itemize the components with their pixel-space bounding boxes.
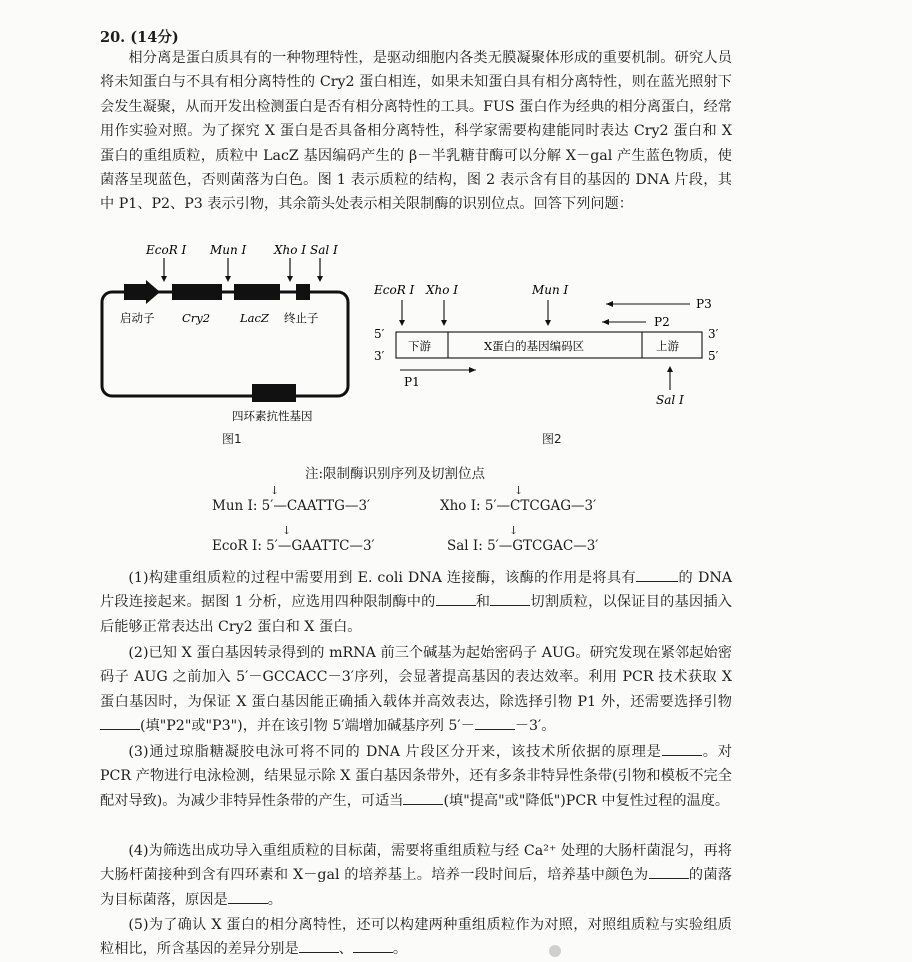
- question-number: 20. (14分): [100, 29, 179, 46]
- terminator-block: [296, 284, 310, 300]
- cry2-gene-block: [172, 284, 222, 300]
- muni-site-arrow-icon: [225, 276, 231, 282]
- fig2-site-sali: Sal I: [656, 393, 684, 407]
- question-1: (1)构建重组质粒的过程中需要用到 E. coli DNA 连接酶，该酶的作用是将具有 的 DNA 片段连接起来。据图 1 分析，应选用四种限制酶中的 和 切割质粒，以保证目的基因插入后能够正常表达出 Cry2 蛋白和 X 蛋白。: [100, 566, 732, 639]
- fig2-primer-p3: P3: [696, 297, 712, 311]
- fig1-site-ecori: EcoR I: [146, 243, 187, 257]
- enzyme-eco-text: EcoR I: 5′—GAATTC—3′: [212, 538, 375, 554]
- q1-blank-1[interactable]: [636, 567, 678, 582]
- q1-blank-3[interactable]: [490, 591, 530, 606]
- fig1-site-sali: Sal I: [310, 243, 338, 257]
- q5-blank-1[interactable]: [299, 938, 339, 953]
- fig1-label-lacz: LacZ: [240, 311, 269, 325]
- fig2-site-muni: Mun I: [532, 283, 569, 297]
- fig1-label-promoter: 启动子: [120, 311, 155, 325]
- watermark-footer: [548, 944, 758, 962]
- fig2-site-xhoi: Xho I: [426, 283, 459, 297]
- fig1-site-muni: Mun I: [210, 243, 247, 257]
- tet-resistance-block: [252, 384, 296, 402]
- enzyme-sal-text: Sal I: 5′—GTCGAC—3′: [447, 538, 599, 554]
- question-5: (5)为了确认 X 蛋白的相分离特性，还可以构建两种重组质粒作为对照，对照组质粒与实验组质粒相比，所含基因的差异分别是 、 。: [100, 917, 732, 958]
- watermark-icon: [548, 944, 562, 958]
- enzyme-xho-text: Xho I: 5′—CTCGAG—3′: [440, 498, 597, 514]
- fig2-xhoi-arrow-icon: [441, 320, 447, 326]
- promoter-block: [124, 284, 146, 300]
- fig2-primer-p2: P2: [654, 315, 670, 329]
- figure-2-dna-fragment: [370, 278, 730, 408]
- enzyme-mun-text: Mun I: 5′—CAATTG—3′: [212, 498, 371, 514]
- fig2-end-5-top: 5′: [374, 327, 385, 341]
- mun-cut-arrow-icon: ↓: [270, 484, 280, 497]
- enzyme-xho-sequence: [440, 484, 597, 514]
- q3-blank-1[interactable]: [662, 741, 702, 756]
- intro-text: 相分离是蛋白质具有的一种物理特性，是驱动细胞内各类无膜凝聚体形成的重要机制。研究人员将未知蛋白与不具有相分离特性的 Cry2 蛋白相连，如果未知蛋白具有相分离特性，则在蓝光照射下会发生凝聚，从而开发出检测蛋白是否有相分离特性的工具。FUS 蛋白作为经典的相分离蛋白，经常用作实验对照。为了探究 X 蛋白是否具备相分离特性，科学家需要构建能同时表达 Cry2 蛋白和 X 蛋白的重组质粒，质粒中 LacZ 基因编码产生的 β－半乳糖苷酶可以分解 X－gal 产生蓝色物质，使菌落呈现蓝色，否则菌落为白色。图 1 表示质粒的结构，图 2 表示含有目的基因的 DNA 片段，其中 P1、P2、P3 表示引物，其余箭头处表示相关限制酶的识别位点。回答下列问题：: [100, 50, 732, 213]
- enzyme-eco-sequence: [212, 524, 375, 554]
- fig2-end-3-top: 3′: [708, 327, 719, 341]
- q3-blank-2[interactable]: [403, 790, 443, 805]
- fig1-label-cry2: Cry2: [182, 311, 211, 325]
- fig2-region-downstream: 下游: [408, 339, 431, 353]
- xhoi-site-arrow-icon: [287, 276, 293, 282]
- fig1-caption: 图1: [222, 432, 242, 446]
- q2-blank-1[interactable]: [100, 715, 140, 730]
- fig2-muni-arrow-icon: [545, 320, 551, 326]
- q4-blank-2[interactable]: [228, 889, 268, 904]
- q5-blank-2[interactable]: [353, 938, 393, 953]
- fig2-site-ecori: EcoR I: [374, 283, 415, 297]
- enzyme-mun-sequence: [212, 484, 371, 514]
- enzyme-note-title: 注:限制酶识别序列及切割位点: [305, 466, 486, 482]
- q1-blank-2[interactable]: [436, 591, 476, 606]
- ecori-site-arrow-icon: [161, 276, 167, 282]
- fig1-label-terminator: 终止子: [284, 311, 319, 325]
- fig2-end-5-bottom: 5′: [708, 349, 719, 363]
- fig2-region-coding: X蛋白的基因编码区: [484, 339, 585, 353]
- q4-blank-1[interactable]: [649, 864, 689, 879]
- sali-site-arrow-icon: [317, 276, 323, 282]
- fig1-site-xhoi: Xho I: [274, 243, 307, 257]
- p1-primer-arrow-icon: [469, 367, 476, 373]
- eco-cut-arrow-icon: ↓: [282, 524, 292, 537]
- plasmid-ring: [102, 292, 348, 396]
- p3-primer-arrow-icon: [606, 301, 613, 307]
- fig2-end-3-bottom: 3′: [374, 349, 385, 363]
- question-4: (4)为筛选出成功导入重组质粒的目标菌，需要将重组质粒与经 Ca²⁺ 处理的大肠杆菌混匀，再将大肠杆菌接种到含有四环素和 X－gal 的培养基上。培养一段时间后，培养基中颜色为 的菌落为目标菌落，原因是 。: [100, 843, 732, 908]
- xho-cut-arrow-icon: ↓: [514, 484, 524, 497]
- promoter-arrow-icon: [146, 280, 160, 304]
- enzyme-sal-sequence: [447, 524, 599, 554]
- intro-paragraph: [100, 46, 732, 217]
- fig2-primer-p1: P1: [404, 375, 420, 389]
- lacz-gene-block: [234, 284, 280, 300]
- q2-blank-2[interactable]: [475, 715, 515, 730]
- fig1-label-resistance: 四环素抗性基因: [232, 409, 313, 423]
- figure-1-plasmid: [98, 240, 368, 440]
- sal-cut-arrow-icon: ↓: [509, 524, 519, 537]
- question-2: (2)已知 X 蛋白基因转录得到的 mRNA 前三个碱基为起始密码子 AUG。研究发现在紧邻起始密码子 AUG 之前加入 5′－GCCACC－3′序列，会显著提高基因的表达效率。利用 PCR 技术获取 X 蛋白基因时，为保证 X 蛋白基因能正确插入载体并高效表达，除选择引物 P1 外，还需要选择引物(填"P2"或"P3")，并在该引物 5′端增加碱基序列 5′－ －3′。: [100, 645, 732, 735]
- question-3: (3)通过琼脂糖凝胶电泳可将不同的 DNA 片段区分开来，该技术所依据的原理是 。对 PCR 产物进行电泳检测，结果显示除 X 蛋白基因条带外，还有多条非特异性条带(引物和模板不完全配对导致)。为减少非特异性条带的产生，可适当 (填"提高"或"降低")PCR 中复性过程的温度。: [100, 740, 732, 813]
- fig2-sali-arrow-icon: [667, 366, 673, 372]
- p2-primer-arrow-icon: [602, 319, 609, 325]
- fig2-ecori-arrow-icon: [399, 320, 405, 326]
- fig2-caption: 图2: [542, 432, 562, 446]
- fig2-region-upstream: 上游: [656, 339, 679, 353]
